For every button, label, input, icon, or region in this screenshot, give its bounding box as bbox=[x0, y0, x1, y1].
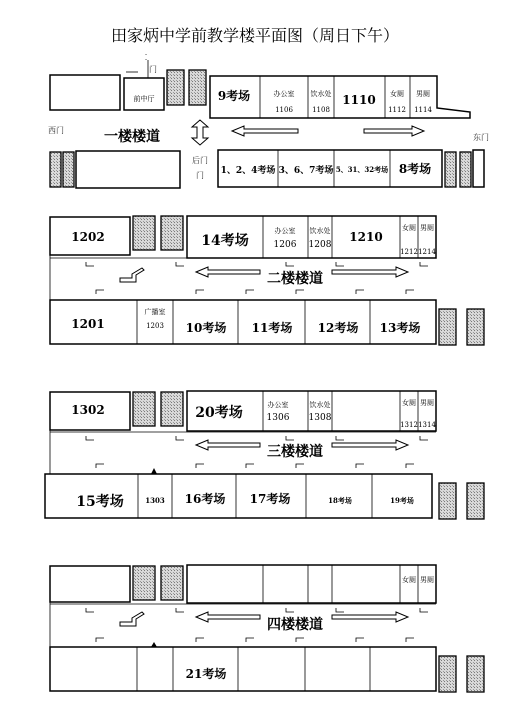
stairs-3a bbox=[133, 392, 155, 426]
front-hall-label: 前中厅 bbox=[133, 95, 155, 103]
floor2-bottom-rooms bbox=[50, 300, 436, 344]
stairs-1c bbox=[50, 152, 61, 187]
arrow-west-2 bbox=[196, 267, 260, 277]
room-1106: 1106 bbox=[275, 106, 293, 114]
room-1303: 1303 bbox=[145, 496, 165, 505]
stairs-1a bbox=[167, 70, 184, 105]
floor1-east-stub bbox=[473, 150, 484, 187]
women-wc-2: 女厕 bbox=[402, 224, 416, 232]
office-2-label: 办公室 bbox=[274, 227, 296, 235]
women-wc: 女厕 bbox=[390, 90, 404, 98]
room-9: 9考场 bbox=[217, 89, 251, 103]
room-1202: 1202 bbox=[71, 230, 105, 244]
back-door: 后门 bbox=[192, 156, 208, 165]
corridor-2: 二楼楼道 bbox=[267, 271, 323, 287]
arrow-west-3 bbox=[196, 440, 260, 450]
floor-2 bbox=[50, 216, 484, 345]
floor1-block-west-top bbox=[50, 75, 120, 110]
room-13: 13考场 bbox=[379, 321, 421, 335]
floor1-block-west-bottom bbox=[76, 151, 180, 188]
men-wc: 男厕 bbox=[416, 90, 430, 98]
stairs-2a bbox=[133, 216, 155, 250]
room-16: 16考场 bbox=[184, 492, 226, 506]
men-wc-4: 男厕 bbox=[420, 576, 434, 584]
stair-arrow-4 bbox=[120, 612, 144, 626]
women-wc-4: 女厕 bbox=[402, 576, 416, 584]
room-1308: 1308 bbox=[308, 413, 332, 423]
floor-1 bbox=[48, 53, 489, 188]
marker-4 bbox=[151, 642, 157, 647]
stairs-3c bbox=[439, 483, 456, 519]
room-12: 12考场 bbox=[317, 321, 359, 335]
east-door: 东门 bbox=[473, 133, 489, 142]
room-1306: 1306 bbox=[266, 413, 290, 423]
room-3-6-7: 3、6、7考场 bbox=[278, 166, 334, 176]
room-18: 18考场 bbox=[328, 496, 352, 505]
broadcast-room: 广播室 bbox=[144, 308, 166, 316]
stairs-4b bbox=[161, 566, 183, 600]
stairs-1d bbox=[63, 152, 74, 187]
floor4-top-rooms bbox=[187, 565, 436, 603]
room-1201: 1201 bbox=[71, 317, 105, 331]
room-1314: 1314 bbox=[418, 421, 436, 429]
stairs-3b bbox=[161, 392, 183, 426]
room-1108: 1108 bbox=[312, 106, 330, 114]
room-19: 19考场 bbox=[390, 496, 414, 505]
stairs-2b bbox=[161, 216, 183, 250]
stairs-2c bbox=[439, 309, 456, 345]
corridor-4: 四楼楼道 bbox=[267, 617, 323, 633]
arrow-east-1 bbox=[364, 126, 424, 136]
room-10: 10考场 bbox=[185, 321, 227, 335]
svg-text:⁚: ⁚ bbox=[144, 53, 148, 62]
room-21: 21考场 bbox=[185, 667, 227, 681]
marker-3 bbox=[151, 468, 157, 474]
arrow-east-2 bbox=[332, 267, 408, 277]
front-door-label: 门 bbox=[149, 65, 157, 74]
updown-arrow bbox=[192, 120, 208, 145]
men-wc-3: 男厕 bbox=[420, 399, 434, 407]
front-hall bbox=[124, 78, 164, 110]
room-11: 11考场 bbox=[251, 321, 293, 335]
stairs-3d bbox=[467, 483, 484, 519]
west-door: 西门 bbox=[48, 126, 64, 135]
arrow-east-4 bbox=[332, 612, 408, 622]
stair-arrow-2 bbox=[120, 268, 144, 282]
water-label: 饮水处 bbox=[310, 90, 332, 98]
floor4-bottom-rooms bbox=[50, 647, 436, 691]
arrow-west-4 bbox=[196, 612, 260, 622]
arrow-west-1 bbox=[232, 126, 298, 136]
stairs-2d bbox=[467, 309, 484, 345]
room-1114: 1114 bbox=[414, 106, 432, 114]
page-title: 田家炳中学前教学楼平面图（周日下午） bbox=[110, 26, 400, 45]
floor4-block-west bbox=[50, 566, 130, 602]
stairs-1f bbox=[460, 152, 471, 187]
room-14: 14考场 bbox=[201, 233, 249, 249]
stairs-4c bbox=[439, 656, 456, 692]
room-8: 8考场 bbox=[398, 162, 432, 176]
office-3-label: 办公室 bbox=[267, 401, 289, 409]
room-1214: 1214 bbox=[418, 248, 436, 256]
stairs-1b bbox=[189, 70, 206, 105]
room-1110: 1110 bbox=[342, 93, 376, 107]
room-20: 20考场 bbox=[195, 405, 243, 421]
room-1206: 1206 bbox=[273, 240, 297, 250]
room-5-31-32: 5、31、32考场 bbox=[335, 165, 389, 174]
office-label: 办公室 bbox=[273, 90, 295, 98]
corridor-3: 三楼楼道 bbox=[267, 444, 323, 460]
arrow-east-3 bbox=[332, 440, 408, 450]
stairs-1e bbox=[445, 152, 456, 187]
room-15: 15考场 bbox=[76, 494, 124, 510]
corridor-1: 一楼楼道 bbox=[104, 129, 160, 145]
svg-text:门: 门 bbox=[196, 171, 204, 180]
room-17: 17考场 bbox=[249, 492, 291, 506]
room-1208: 1208 bbox=[308, 240, 332, 250]
room-1312: 1312 bbox=[400, 421, 418, 429]
room-1-2-4: 1、2、4考场 bbox=[220, 166, 276, 176]
water-3-label: 饮水处 bbox=[309, 401, 331, 409]
stairs-4a bbox=[133, 566, 155, 600]
room-1112: 1112 bbox=[388, 106, 406, 114]
floor-4 bbox=[50, 565, 484, 692]
stairs-4d bbox=[467, 656, 484, 692]
floor-3 bbox=[45, 391, 484, 519]
room-1203: 1203 bbox=[146, 322, 164, 330]
men-wc-2: 男厕 bbox=[420, 224, 434, 232]
room-1210: 1210 bbox=[349, 230, 383, 244]
water-2-label: 饮水处 bbox=[309, 227, 331, 235]
room-1302: 1302 bbox=[71, 403, 105, 417]
women-wc-3: 女厕 bbox=[402, 399, 416, 407]
room-1212: 1212 bbox=[400, 248, 418, 256]
